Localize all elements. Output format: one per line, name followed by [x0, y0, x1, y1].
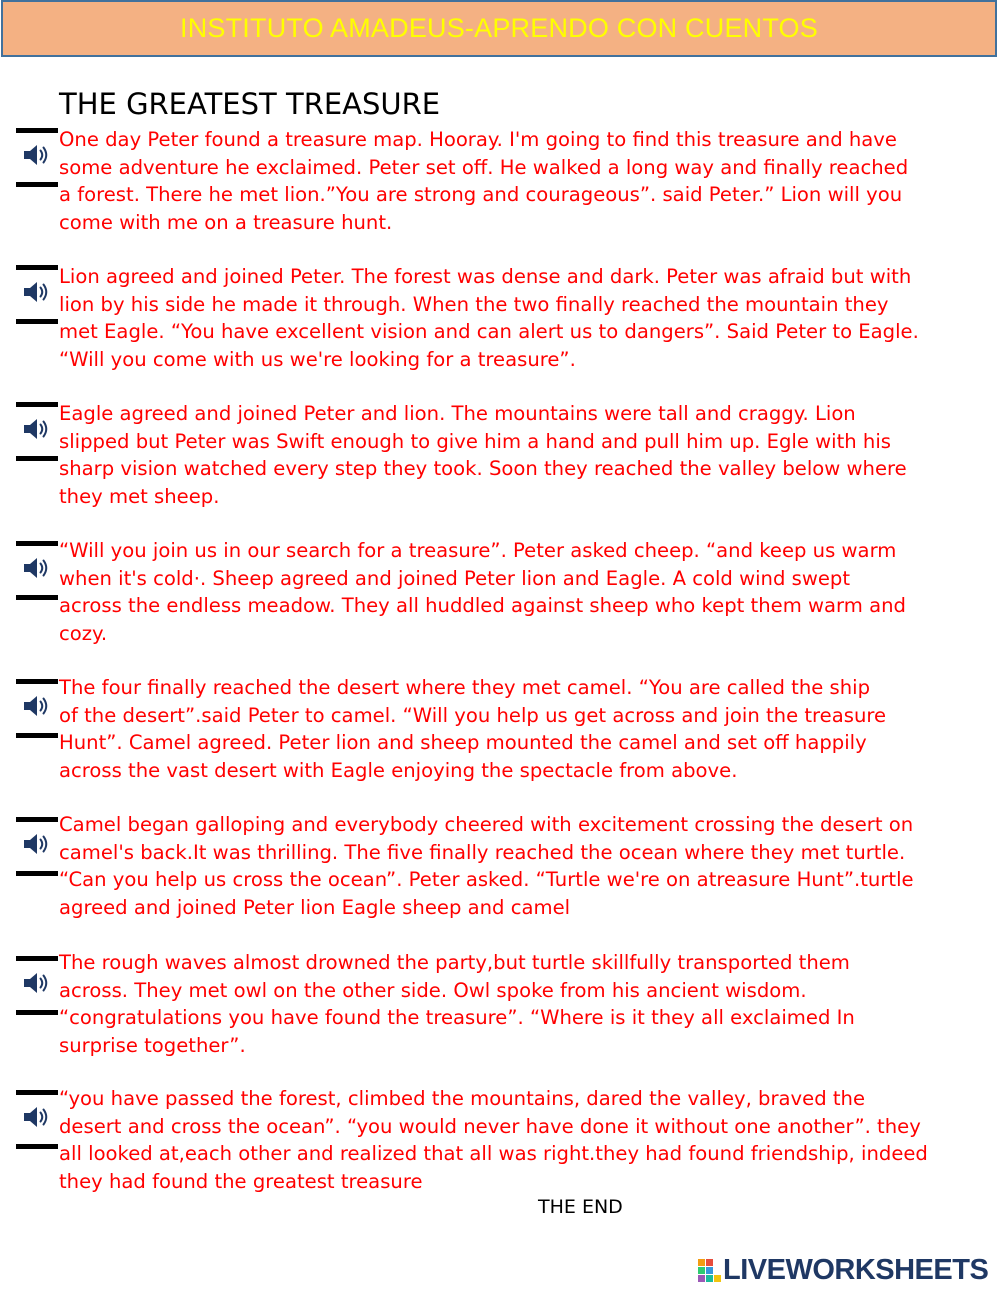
- audio-button-top-bar: [16, 679, 58, 684]
- paragraph-line: across the endless meadow. They all huddled against sheep who kept them warm and: [59, 594, 906, 617]
- paragraph-line: “you have passed the forest, climbed the mountains, dared the valley, braved the: [59, 1087, 866, 1110]
- audio-button-bottom-bar: [16, 319, 58, 324]
- audio-play-button[interactable]: [16, 265, 58, 327]
- audio-play-button[interactable]: [16, 679, 58, 741]
- story-title: THE GREATEST TREASURE: [59, 87, 441, 121]
- paragraph-line: “congratulations you have found the treasure”. “Where is it they all exclaimed In: [59, 1006, 855, 1029]
- banner-title: INSTITUTO AMADEUS-APRENDO CON CUENTOS: [180, 13, 818, 43]
- audio-button-top-bar: [16, 128, 58, 133]
- story-paragraph: [59, 811, 959, 921]
- paragraph-line: they met sheep.: [59, 484, 220, 508]
- liveworksheets-wordmark: LIVEWORKSHEETS: [723, 1254, 989, 1286]
- audio-play-button[interactable]: [16, 541, 58, 603]
- paragraph-line: surprise together”.: [59, 1033, 246, 1057]
- audio-button-bottom-bar: [16, 733, 58, 738]
- paragraph-line: all looked at,each other and realized that all was right.they had found friendship, indeed: [59, 1142, 928, 1165]
- audio-button-bottom-bar: [16, 1010, 58, 1015]
- paragraph-line: The four finally reached the desert where they met camel. “You are called the ship: [59, 676, 871, 699]
- paragraph-line: sharp vision watched every step they took. Soon they reached the valley below where: [59, 457, 907, 480]
- audio-play-button[interactable]: [16, 956, 58, 1018]
- story-paragraph: [59, 537, 959, 647]
- paragraph-line: some adventure he exclaimed. Peter set off. He walked a long way and finally reached: [59, 155, 909, 179]
- paragraph-line: met Eagle. “You have excellent vision and can alert us to dangers”. Said Peter to Eagle.: [59, 320, 919, 343]
- paragraph-line: across the vast desert with Eagle enjoying the spectacle from above.: [59, 758, 738, 782]
- paragraph-line: The rough waves almost drowned the party,but turtle skillfully transported them: [59, 951, 850, 974]
- story-paragraph: [59, 400, 959, 510]
- paragraph-line: desert and cross the ocean”. “you would never have done it without one another”. they: [59, 1114, 921, 1138]
- paragraph-line: slipped but Peter was Swift enough to give him a hand and pull him up. Egle with his: [59, 429, 891, 453]
- audio-button-bottom-bar: [16, 1144, 58, 1149]
- paragraph-line: Camel began galloping and everybody cheered with excitement crossing the desert on: [59, 813, 914, 836]
- the-end-label: THE END: [538, 1196, 623, 1218]
- paragraph-line: they had found the greatest treasure: [59, 1169, 423, 1193]
- paragraph-line: camel's back.It was thrilling. The five finally reached the ocean where they met turtle.: [59, 840, 906, 864]
- header-banner: [1, 0, 997, 57]
- paragraph-line: Lion agreed and joined Peter. The forest was dense and dark. Peter was afraid but with: [59, 265, 912, 288]
- story-paragraph: [59, 949, 959, 1059]
- paragraph-line: of the desert”.said Peter to camel. “Will you help us get across and join the treasure: [59, 703, 887, 727]
- paragraph-line: “Will you join us in our search for a treasure”. Peter asked cheep. “and keep us warm: [59, 539, 897, 562]
- paragraph-line: a forest. There he met lion.”You are strong and courageous”. said Peter.” Lion will you: [59, 183, 903, 206]
- paragraph-line: when it's cold·. Sheep agreed and joined Peter lion and Eagle. A cold wind swept: [59, 566, 851, 590]
- paragraph-line: Eagle agreed and joined Peter and lion. The mountains were tall and craggy. Lion: [59, 402, 856, 425]
- audio-play-button[interactable]: [16, 1090, 58, 1152]
- paragraph-line: One day Peter found a treasure map. Hooray. I'm going to find this treasure and have: [59, 128, 897, 151]
- paragraph-line: cozy.: [59, 621, 108, 645]
- audio-button-top-bar: [16, 1090, 58, 1095]
- audio-button-top-bar: [16, 541, 58, 546]
- liveworksheets-logo-mark: [698, 1259, 722, 1283]
- story-paragraph: [59, 263, 959, 373]
- audio-button-bottom-bar: [16, 182, 58, 187]
- story-paragraph: [59, 1085, 959, 1195]
- paragraph-line: come with me on a treasure hunt.: [59, 210, 393, 234]
- audio-play-button[interactable]: [16, 817, 58, 879]
- audio-button-bottom-bar: [16, 871, 58, 876]
- audio-play-button[interactable]: [16, 402, 58, 464]
- paragraph-line: “Can you help us cross the ocean”. Peter asked. “Turtle we're on atreasure Hunt”.turtle: [59, 868, 914, 891]
- audio-button-bottom-bar: [16, 456, 58, 461]
- audio-button-top-bar: [16, 956, 58, 961]
- paragraph-line: across. They met owl on the other side. Owl spoke from his ancient wisdom.: [59, 978, 807, 1002]
- story-paragraph: [59, 674, 959, 784]
- audio-play-button[interactable]: [16, 128, 58, 190]
- audio-button-top-bar: [16, 265, 58, 270]
- paragraph-line: “Will you come with us we're looking for a treasure”.: [59, 347, 576, 371]
- paragraph-line: Hunt”. Camel agreed. Peter lion and sheep mounted the camel and set off happily: [59, 731, 867, 754]
- audio-button-top-bar: [16, 402, 58, 407]
- paragraph-line: agreed and joined Peter lion Eagle sheep and camel: [59, 895, 571, 919]
- paragraph-line: lion by his side he made it through. When the two finally reached the mountain they: [59, 292, 889, 316]
- audio-button-top-bar: [16, 817, 58, 822]
- story-paragraph: [59, 126, 959, 236]
- audio-button-bottom-bar: [16, 595, 58, 600]
